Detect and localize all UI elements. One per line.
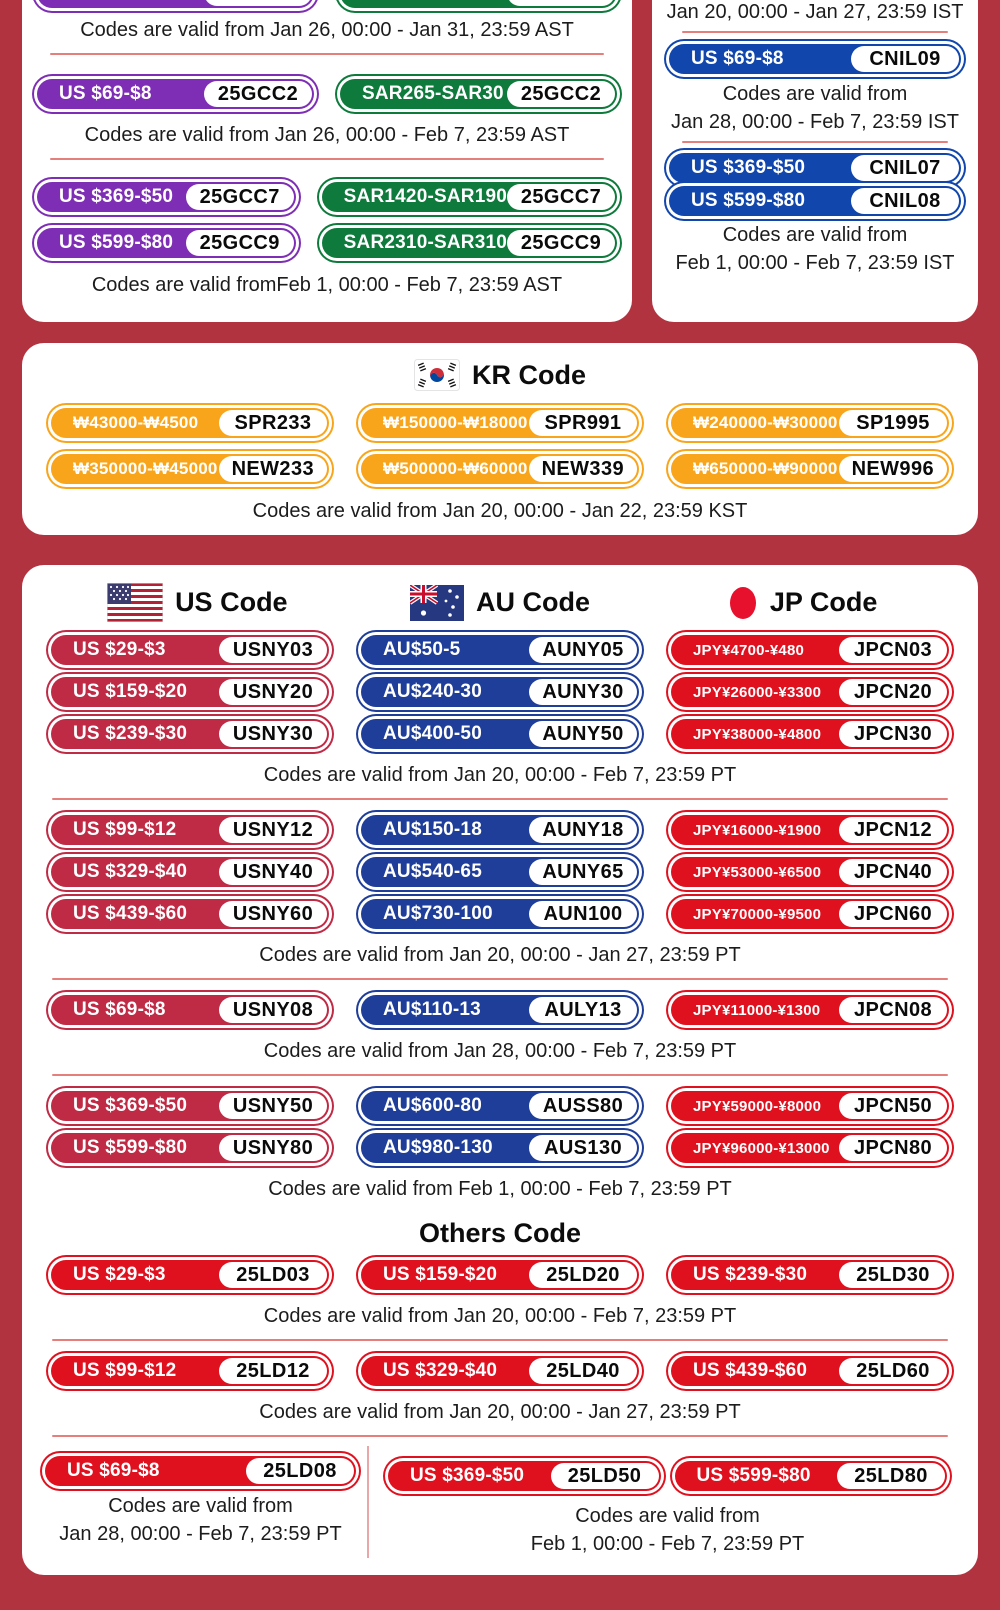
- coupon-amount-label: US $99-$12: [73, 819, 177, 840]
- coupon-amount-label: AU$240-30: [383, 681, 482, 702]
- coupon-pill: [671, 1133, 949, 1163]
- us-flag-icon: [107, 583, 163, 622]
- validity-caption: Codes are valid from Jan 20, 00:00 - Jan 22, 23:59 KST: [252, 500, 748, 522]
- divider: [50, 53, 604, 55]
- coupon-amount-label: US $29-$3: [73, 639, 166, 660]
- coupon-amount-label: US $69-$8: [59, 83, 152, 104]
- coupon-code-badge: AULY13: [529, 997, 637, 1023]
- coupon-amount-label: AU$980-130: [383, 1137, 493, 1158]
- coupon-code-badge: 25LD30: [839, 1262, 947, 1288]
- coupon-code-badge: [507, 0, 615, 6]
- coupon-row: [34, 403, 966, 443]
- coupon-amount-label: US $599-$80: [691, 190, 806, 211]
- coupon-amount-label: US $69-$8: [73, 999, 166, 1020]
- validity-caption-line2: Feb 1, 00:00 - Feb 7, 23:59 IST: [675, 252, 955, 274]
- coupon-pill: [361, 719, 639, 749]
- gcc-card: [22, 0, 632, 322]
- validity-caption: Codes are valid from Feb 1, 00:00 - Feb 7, 23:59 PT: [268, 1178, 732, 1200]
- au-section-header: [349, 583, 652, 622]
- coupon-code-badge: AUN100: [529, 901, 637, 927]
- coupon-amount-label: JPY¥70000-¥9500: [693, 905, 822, 923]
- coupon-code-badge: 25LD20: [529, 1262, 637, 1288]
- coupon-row: [34, 630, 966, 670]
- au-section-title: AU Code: [475, 587, 590, 617]
- coupon-pill: [671, 635, 949, 665]
- coupon-amount-label: US $439-$60: [73, 903, 188, 924]
- coupon-row: [34, 990, 966, 1030]
- coupon-pill: [671, 408, 949, 438]
- coupon-row: [34, 714, 966, 754]
- coupon-code-badge: JPCN40: [839, 859, 947, 885]
- coupon-amount-label: US $69-$8: [67, 1460, 160, 1481]
- validity-caption: [664, 221, 966, 277]
- coupon-pill: [671, 995, 949, 1025]
- divider: [682, 31, 948, 33]
- jp-section-title: JP Code: [769, 587, 878, 617]
- coupon-pill: [51, 719, 329, 749]
- coupon-code-badge: SPR233: [219, 410, 327, 436]
- coupon-pill: [671, 454, 949, 484]
- coupon-pill: [51, 1356, 329, 1386]
- validity-caption: Codes are valid from Jan 20, 00:00 - Feb 7, 23:59 PT: [263, 764, 737, 786]
- coupon-amount-label: US $369-$50: [59, 186, 174, 207]
- validity-caption: Codes are valid from Jan 20, 00:00 - Jan 27, 23:59 PT: [259, 944, 741, 966]
- coupon-pill: [361, 1356, 639, 1386]
- us-section-title: US Code: [175, 587, 288, 617]
- coupon-code-badge: USNY30: [219, 721, 327, 747]
- coupon-pill: [671, 1260, 949, 1290]
- coupon-code-badge: USNY03: [219, 637, 327, 663]
- coupon-amount-label: AU$540-65: [383, 861, 482, 882]
- coupon-amount-label: JPY¥53000-¥6500: [693, 863, 822, 881]
- coupon-code-badge: USNY08: [219, 997, 327, 1023]
- final-right-column: [369, 1446, 966, 1558]
- coupon-pill: [669, 44, 961, 74]
- coupon-pill: [51, 408, 329, 438]
- coupon-code-badge: CNIL08: [851, 188, 959, 214]
- coupon-row: [34, 810, 966, 850]
- coupon-amount-label: US $439-$60: [693, 1360, 808, 1381]
- coupon-code-badge: AUSS80: [529, 1093, 637, 1119]
- coupon-pill: [51, 677, 329, 707]
- coupon-code-badge: 25LD50: [551, 1463, 659, 1489]
- india-card: [652, 0, 978, 322]
- validity-caption-line2: Jan 28, 00:00 - Feb 7, 23:59 IST: [671, 111, 959, 133]
- coupon-code-badge: 25GCC7: [507, 184, 615, 210]
- coupon-amount-label: AU$400-50: [383, 723, 482, 744]
- coupon-pill: [51, 995, 329, 1025]
- coupon-code-badge: JPCN03: [839, 637, 947, 663]
- coupon-code-badge: USNY20: [219, 679, 327, 705]
- partial-pill: [37, 0, 314, 8]
- divider: [50, 158, 604, 160]
- coupon-pill: [51, 1133, 329, 1163]
- coupon-amount-label: US $329-$40: [383, 1360, 498, 1381]
- coupon-amount-label: JPY¥16000-¥1900: [693, 821, 822, 839]
- country-headers-row: [34, 583, 966, 622]
- coupon-code-badge: JPCN50: [839, 1093, 947, 1119]
- coupon-amount-label: US $329-$40: [73, 861, 188, 882]
- coupon-pill: [361, 995, 639, 1025]
- coupon-code-badge: 25LD12: [219, 1358, 327, 1384]
- coupon-pill: [671, 815, 949, 845]
- coupon-pill: [51, 857, 329, 887]
- coupon-row: [32, 74, 622, 114]
- validity-caption-line1: Codes are valid from: [108, 1495, 293, 1517]
- coupon-row: [34, 1351, 966, 1391]
- coupon-amount-label: JPY¥11000-¥1300: [693, 1001, 821, 1019]
- coupon-amount-label: ₩240000-₩30000: [693, 413, 838, 432]
- coupon-pill: [51, 815, 329, 845]
- coupon-amount-label: US $599-$80: [59, 232, 174, 253]
- coupon-amount-label: SAR1420-SAR190: [343, 186, 507, 207]
- coupon-code-badge: 25LD40: [529, 1358, 637, 1384]
- coupon-code-badge: [204, 0, 312, 6]
- coupon-amount-label: JPY¥96000-¥13000: [693, 1139, 830, 1157]
- coupon-code-badge: 25LD08: [246, 1458, 354, 1484]
- coupon-pill: [361, 677, 639, 707]
- coupon-pill: [671, 1091, 949, 1121]
- coupon-pill: [51, 1260, 329, 1290]
- validity-caption: [375, 1502, 960, 1558]
- others-final-section: [34, 1446, 966, 1558]
- kr-flag-icon: [414, 359, 460, 391]
- coupon-code-badge: NEW233: [219, 456, 327, 482]
- coupon-row: [34, 894, 966, 934]
- coupon-amount-label: US $239-$30: [693, 1264, 808, 1285]
- coupon-amount-label: AU$50-5: [383, 639, 461, 660]
- coupon-pill: [669, 153, 961, 183]
- coupon-code-badge: AUNY30: [529, 679, 637, 705]
- coupon-row: [375, 1456, 960, 1496]
- coupon-pill: [51, 1091, 329, 1121]
- coupon-pill: [340, 79, 617, 109]
- coupon-code-badge: 25LD60: [839, 1358, 947, 1384]
- coupon-amount-label: JPY¥4700-¥480: [693, 641, 805, 659]
- coupon-row: [34, 672, 966, 712]
- coupon-code-badge: AUNY50: [529, 721, 637, 747]
- coupon-pill: [388, 1461, 661, 1491]
- coupon-code-badge: USNY80: [219, 1135, 327, 1161]
- coupon-pill: [51, 454, 329, 484]
- coupon-code-badge: JPCN08: [839, 997, 947, 1023]
- us-section-header: [46, 583, 349, 622]
- coupon-code-badge: SP1995: [839, 410, 947, 436]
- coupon-pill: [361, 815, 639, 845]
- jp-section-header: [651, 583, 954, 622]
- coupon-row: [32, 223, 622, 263]
- coupon-code-badge: 25LD80: [837, 1463, 945, 1489]
- coupon-amount-label: US $159-$20: [383, 1264, 498, 1285]
- kr-section-title: KR Code: [472, 359, 586, 390]
- coupon-code-badge: JPCN12: [839, 817, 947, 843]
- coupon-code-badge: USNY50: [219, 1093, 327, 1119]
- divider: [682, 141, 948, 143]
- coupon-code-badge: JPCN80: [839, 1135, 947, 1161]
- validity-caption-line1: Codes are valid from: [722, 224, 908, 246]
- coupon-pill: [37, 79, 314, 109]
- coupon-pill: [45, 1456, 356, 1486]
- coupon-amount-label: US $369-$50: [410, 1465, 525, 1486]
- coupon-code-badge: JPCN60: [839, 901, 947, 927]
- divider: [52, 978, 948, 980]
- validity-caption: Codes are valid fromFeb 1, 00:00 - Feb 7, 23:59 AST: [91, 274, 563, 296]
- coupon-amount-label: US $239-$30: [73, 723, 188, 744]
- coupon-row: [32, 177, 622, 217]
- coupon-code-badge: 25LD03: [219, 1262, 327, 1288]
- coupon-amount-label: US $599-$80: [696, 1465, 811, 1486]
- validity-caption: [40, 1492, 361, 1548]
- coupon-code-badge: AUNY18: [529, 817, 637, 843]
- divider: [52, 1435, 948, 1437]
- coupon-pill: [675, 1461, 948, 1491]
- coupon-amount-label: AU$150-18: [383, 819, 482, 840]
- coupon-row: [34, 1128, 966, 1168]
- coupon-code-badge: 25GCC9: [186, 230, 294, 256]
- coupon-amount-label: AU$600-80: [383, 1095, 482, 1116]
- validity-caption-line2: Feb 1, 00:00 - Feb 7, 23:59 PT: [530, 1533, 805, 1555]
- coupon-amount-label: SAR2310-SAR310: [343, 232, 507, 253]
- coupon-amount-label: ₩350000-₩45000: [73, 459, 218, 478]
- kr-card: [22, 343, 978, 535]
- coupon-amount-label: ₩500000-₩60000: [383, 459, 528, 478]
- coupon-code-badge: 25GCC7: [186, 184, 294, 210]
- coupon-pill: [671, 719, 949, 749]
- coupon-pill: [322, 228, 617, 258]
- coupon-pill: [361, 454, 639, 484]
- coupon-pill: [51, 899, 329, 929]
- coupon-pill: [361, 1133, 639, 1163]
- validity-caption: Codes are valid from Jan 26, 00:00 - Feb 7, 23:59 AST: [84, 124, 570, 146]
- coupon-amount-label: US $599-$80: [73, 1137, 188, 1158]
- coupon-pill: [671, 899, 949, 929]
- coupon-row: [34, 1255, 966, 1295]
- divider: [52, 798, 948, 800]
- coupon-code-badge: SPR991: [529, 410, 637, 436]
- coupon-row: [34, 449, 966, 489]
- coupon-amount-label: AU$730-100: [383, 903, 493, 924]
- coupon-pill: [322, 182, 617, 212]
- coupon-pill: [361, 857, 639, 887]
- coupon-code-badge: CNIL07: [851, 155, 959, 181]
- validity-caption: Codes are valid from Jan 20, 00:00 - Jan 27, 23:59 PT: [259, 1401, 741, 1423]
- coupon-code-badge: USNY40: [219, 859, 327, 885]
- au-flag-icon: [410, 585, 464, 621]
- final-left-column: [34, 1446, 369, 1558]
- coupon-amount-label: JPY¥59000-¥8000: [693, 1097, 822, 1115]
- validity-caption-line1: Codes are valid from: [722, 83, 908, 105]
- kr-section-header: [34, 359, 966, 391]
- partial-pill-row: [32, 0, 622, 13]
- validity-caption: Codes are valid from Jan 28, 00:00 - Feb 7, 23:59 PT: [263, 1040, 737, 1062]
- coupon-amount-label: US $159-$20: [73, 681, 188, 702]
- divider: [52, 1074, 948, 1076]
- main-card: [22, 565, 978, 1575]
- others-section-title: Others Code: [418, 1218, 582, 1248]
- validity-caption-line2: Jan 28, 00:00 - Feb 7, 23:59 PT: [59, 1523, 342, 1545]
- validity-caption: [664, 80, 966, 136]
- coupon-amount-label: JPY¥26000-¥3300: [693, 683, 822, 701]
- coupon-row: [34, 852, 966, 892]
- coupon-code-badge: 25GCC2: [204, 81, 312, 107]
- coupon-amount-label: US $369-$50: [73, 1095, 188, 1116]
- coupon-code-badge: AUNY05: [529, 637, 637, 663]
- coupon-code-badge: 25GCC9: [507, 230, 615, 256]
- coupon-code-badge: NEW339: [529, 456, 637, 482]
- coupon-pill: [37, 182, 296, 212]
- validity-caption-line1: Codes are valid from: [575, 1505, 760, 1527]
- coupon-code-badge: USNY60: [219, 901, 327, 927]
- coupon-code-badge: AUS130: [529, 1135, 637, 1161]
- validity-caption: Codes are valid from Jan 20, 00:00 - Feb 7, 23:59 PT: [263, 1305, 737, 1327]
- coupon-amount-label: US $69-$8: [691, 48, 784, 69]
- coupon-amount-label: AU$110-13: [383, 999, 481, 1020]
- coupon-pill: [671, 1356, 949, 1386]
- coupon-pill: [361, 635, 639, 665]
- coupon-amount-label: ₩43000-₩4500: [73, 413, 199, 432]
- coupon-code-badge: 25GCC2: [507, 81, 615, 107]
- coupon-pill: [51, 635, 329, 665]
- coupon-amount-label: JPY¥38000-¥4800: [693, 725, 822, 743]
- validity-caption: Codes are valid from Jan 26, 00:00 - Jan 31, 23:59 AST: [80, 19, 574, 41]
- partial-pill: [340, 0, 617, 8]
- coupon-amount-label: ₩650000-₩90000: [693, 459, 838, 478]
- coupon-pill: [361, 408, 639, 438]
- jp-flag-icon: [728, 586, 758, 620]
- coupon-code-badge: AUNY65: [529, 859, 637, 885]
- coupon-pill: [361, 899, 639, 929]
- coupon-code-badge: JPCN20: [839, 679, 947, 705]
- coupon-pill: [361, 1091, 639, 1121]
- coupon-amount-label: ₩150000-₩18000: [383, 413, 528, 432]
- coupon-amount-label: US $99-$12: [73, 1360, 177, 1381]
- coupon-code-badge: CNIL09: [851, 46, 959, 72]
- top-cards-row: [22, 0, 978, 322]
- coupon-pill: [671, 677, 949, 707]
- validity-caption-partial: Jan 20, 00:00 - Jan 27, 23:59 IST: [666, 1, 964, 23]
- coupon-row: [34, 1086, 966, 1126]
- coupon-pill: [671, 857, 949, 887]
- coupon-row: [664, 186, 966, 216]
- coupon-pill: [37, 228, 296, 258]
- coupon-code-badge: USNY12: [219, 817, 327, 843]
- coupon-row: [664, 153, 966, 183]
- coupon-row: [664, 44, 966, 74]
- coupon-amount-label: US $29-$3: [73, 1264, 166, 1285]
- divider: [52, 1339, 948, 1341]
- coupon-amount-label: US $369-$50: [691, 157, 806, 178]
- coupon-code-badge: JPCN30: [839, 721, 947, 747]
- coupon-pill: [361, 1260, 639, 1290]
- coupon-pill: [669, 186, 961, 216]
- coupon-amount-label: SAR265-SAR30: [362, 83, 504, 104]
- coupon-code-badge: NEW996: [839, 456, 947, 482]
